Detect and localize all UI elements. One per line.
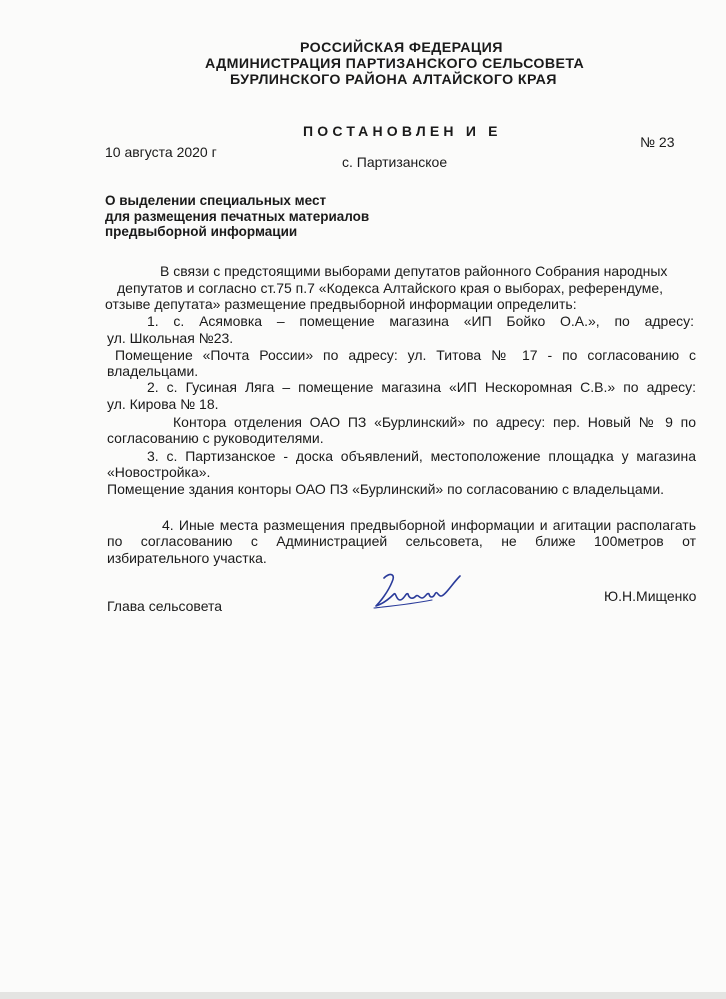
document-place: с. Партизанское (342, 154, 448, 170)
body-line: избирательного участка. (107, 550, 267, 566)
body-line: владельцами. (107, 363, 199, 379)
body-line: Помещение «Почта России» по адресу: ул. Титова № 17 - по согласованию с (115, 347, 696, 363)
body-line: отзыве депутата» размещение предвыборной информации определить: (105, 296, 577, 312)
header-administration: АДМИНИСТРАЦИЯ ПАРТИЗАНСКОГО СЕЛЬСОВЕТА (205, 56, 585, 72)
handwritten-signature (372, 570, 472, 614)
body-line: согласованию с руководителями. (107, 430, 324, 446)
body-line: 3. с. Партизанское - доска объявлений, местоположение площадка у магазина (147, 448, 696, 464)
body-line: Контора отделения ОАО ПЗ «Бурлинский» по адресу: пер. Новый № 9 по (173, 414, 696, 430)
body-line: ул. Школьная №23. (107, 330, 234, 346)
signatory-name: Ю.Н.Мищенко (604, 588, 697, 604)
document-number: № 23 (640, 134, 675, 150)
subject-line: О выделении специальных мест (105, 193, 327, 208)
body-line: ул. Кирова № 18. (107, 396, 219, 412)
body-line: Помещение здания конторы ОАО ПЗ «Бурлинский» по согласованию с владельцами. (107, 481, 665, 497)
signatory-position: Глава сельсовета (107, 598, 223, 614)
header-region: БУРЛИНСКОГО РАЙОНА АЛТАЙСКОГО КРАЯ (230, 72, 557, 88)
subject-line: предвыборной информации (105, 224, 298, 239)
scan-bottom-edge (0, 992, 726, 999)
body-line: 1. с. Асямовка – помещение магазина «ИП Бойко О.А.», по адресу: (147, 313, 694, 329)
subject-line: для размещения печатных материалов (105, 209, 370, 224)
document-date: 10 августа 2020 г (105, 144, 217, 160)
body-line: 2. с. Гусиная Ляга – помещение магазина «ИП Нескоромная С.В.» по адресу: (147, 379, 696, 395)
body-line: «Новостройка». (107, 464, 211, 480)
header-country: РОССИЙСКАЯ ФЕДЕРАЦИЯ (300, 40, 503, 56)
body-line: депутатов и согласно ст.75 п.7 «Кодекса Алтайского края о выборах, референдуме, (117, 280, 664, 296)
body-line: по согласованию с Администрацией сельсовета, не ближе 100метров от (107, 533, 696, 549)
document-title: ПОСТАНОВЛЕН И Е (303, 123, 502, 139)
body-line: В связи с предстоящими выборами депутатов районного Собрания народных (160, 263, 668, 279)
body-line: 4. Иные места размещения предвыборной информации и агитации располагать (162, 517, 696, 533)
